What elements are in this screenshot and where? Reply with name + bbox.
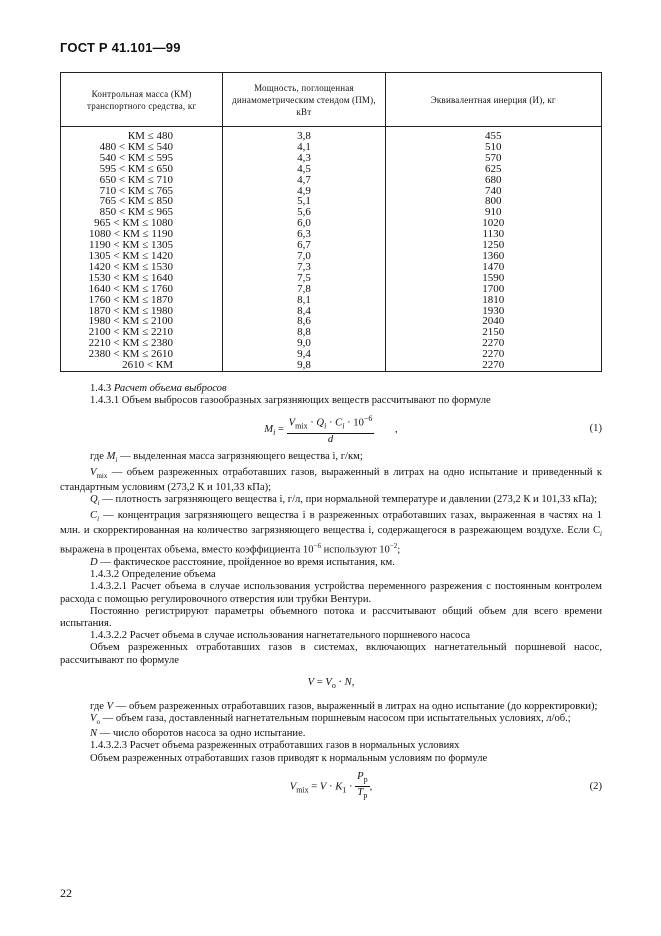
section-1-4-3: 1.4.3 Расчет объема выбросов [90, 383, 227, 394]
para-1-4-3-2-1: 1.4.3.2.1 Расчет объема в случае использования устройства переменного разрежения с постоянным контролем расхода с помощью регулировочного отверстия или трубки Вентури. [60, 581, 602, 605]
table-row: 1870 < КМ ≤ 1980 8,4 1930 [61, 306, 602, 317]
table-row: 850 < КМ ≤ 965 5,6 910 [61, 207, 602, 218]
para-1-4-3-2-2: 1.4.3.2.2 Расчет объема в случае использования нагнетательного поршневого насоса [90, 630, 471, 642]
where-ci: $C_i$ — концентрация загрязняющего вещества i в разреженных отработавших газах, выраженная в частях на 1 млн. и скорректированная на количество загрязняющего вещества i, содержащегося в разрежающем воздухе. Если $C_i$ выражена в процентах объема, вместо коэффициента $10^{-6}$ используют $10^{-2}$; [60, 509, 602, 556]
table-row: 1305 < КМ ≤ 1420 7,0 1360 [61, 251, 602, 262]
document-header: ГОСТ Р 41.101—99 [60, 40, 181, 55]
table-row: 1980 < КМ ≤ 2100 8,6 2040 [61, 316, 602, 327]
equation-1: $M_i$ = $\frac{V_{mix} \cdot Q_i \cdot C_i \cdot 10^{-6}}{d}$ , (1) [264, 414, 602, 446]
table-row: 1640 < КМ ≤ 1760 7,8 1700 [61, 284, 602, 295]
where-d: D — фактическое расстояние, пройденное во время испытания, км. [90, 556, 395, 568]
col-header-power: Мощность, поглощенная динамометрическим стендом (ПМ), кВт [223, 73, 385, 127]
table-row: 710 < КМ ≤ 765 4,9 740 [61, 186, 602, 197]
mass-power-inertia-table [60, 72, 602, 372]
equation-2-label: (2) [589, 780, 602, 792]
para-1-4-3-2: 1.4.3.2 Определение объема [90, 569, 216, 581]
para-1-4-3-1: 1.4.3.1 Объем выбросов газообразных загрязняющих веществ рассчитывают по формуле [90, 395, 491, 407]
table-row: 1420 < КМ ≤ 1530 7,3 1470 [61, 262, 602, 273]
table-row: 2210 < КМ ≤ 2380 9,0 2270 [61, 338, 602, 349]
table-row: 965 < КМ ≤ 1080 6,0 1020 [61, 218, 602, 229]
table-row: 1190 < КМ ≤ 1305 6,7 1250 [61, 240, 602, 251]
para-1-4-3-2-2-b: Объем разреженных отработавших газов в системах, включающих нагнетательный поршневой насос, рассчитывают по формуле [60, 642, 602, 666]
table-row: 2100 < КМ ≤ 2210 8,8 2150 [61, 327, 602, 338]
table-body [61, 127, 602, 372]
equation-1-label: (1) [589, 423, 602, 435]
where-v0: $V_o$ — объем газа, доставленный нагнетательным поршневым насосом при испытательных условиях, л/об.; [90, 712, 571, 727]
col-header-mass: Контрольная масса (КМ) транспортного средства, кг [61, 73, 223, 127]
table-row: 650 < КМ ≤ 710 4,7 680 [61, 175, 602, 186]
table-row: 1760 < КМ ≤ 1870 8,1 1810 [61, 295, 602, 306]
page-number: 22 [60, 886, 72, 900]
para-1-4-3-2-3-b: Объем разреженных отработавших газов приводят к нормальным условиям по формуле [90, 752, 488, 764]
where-qi: $Q_i$ — плотность загрязняющего вещества i, г/л, при нормальной температуре и давлении (273,2 К и 101,33 кПа); [90, 494, 598, 508]
table-row: 480 < КМ ≤ 540 4,1 510 [61, 142, 602, 153]
table-row: 2610 < КМ 9,8 2270 [61, 360, 602, 371]
table-row: КМ ≤ 480 3,8 455 [61, 131, 602, 142]
where-n: N — число оборотов насоса за одно испытание. [90, 728, 306, 740]
col-header-inertia: Эквивалентная инерция (И), кг [385, 73, 601, 127]
table-row: 2380 < КМ ≤ 2610 9,4 2270 [61, 349, 602, 360]
table-row: 1080 < КМ ≤ 1190 6,3 1130 [61, 229, 602, 240]
table-row: 1530 < КМ ≤ 1640 7,5 1590 [61, 273, 602, 284]
table-row: 540 < КМ ≤ 595 4,3 570 [61, 153, 602, 164]
para-1-4-3-2-1-b: Постоянно регистрируют параметры объемного потока и рассчитывают общий объем для всего времени испытания. [60, 605, 602, 629]
equation-2: $V_{mix} = V \cdot K_1$ · $\frac{P_p}{T_p}$ , (2) [289, 770, 602, 801]
body-text [60, 383, 602, 811]
where-mi: где $M_i$ — выделенная масса загрязняющего вещества i, г/км; [90, 451, 363, 465]
table-row: 595 < КМ ≤ 650 4,5 625 [61, 164, 602, 175]
para-1-4-3-2-3: 1.4.3.2.3 Расчет объема разреженных отработавших газов в нормальных условиях [90, 740, 460, 752]
where-vmix: $V_{mix}$ — объем разреженных отработавших газов, выраженный в литрах на одно испытание и приведенный к стандартным условиям (273,2 К и 101,33 кПа); [60, 466, 602, 494]
table-row: 765 < КМ ≤ 850 5,1 800 [61, 196, 602, 207]
where-v: где V — объем разреженных отработавших газов, выраженный в литрах на одно испытание (до корректировки); [90, 700, 598, 712]
equation-v: $V = V_o \cdot N$, [307, 676, 355, 690]
